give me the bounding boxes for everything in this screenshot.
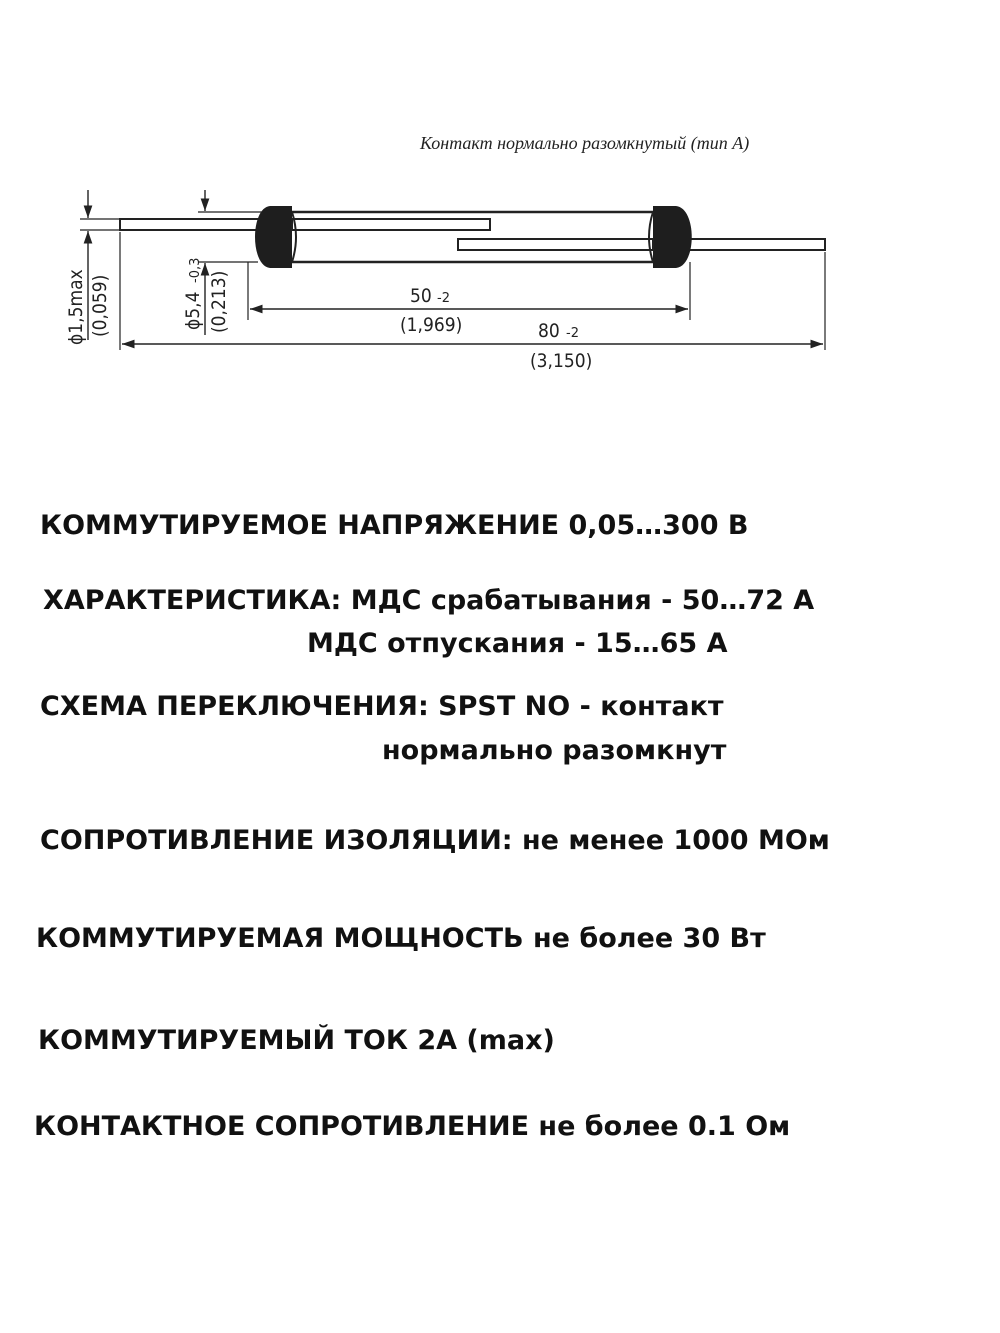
spec-current-value: 2А (max) <box>407 1025 555 1056</box>
spec-voltage-label: КОММУТИРУЕМОЕ НАПРЯЖЕНИЕ <box>40 510 560 541</box>
left-seal <box>255 206 292 268</box>
spec-power <box>36 923 766 954</box>
spec-current <box>38 1025 555 1056</box>
spec-voltage <box>40 510 748 541</box>
reed-switch-drawing <box>0 0 1000 400</box>
spec-power-label: КОММУТИРУЕМАЯ МОЩНОСТЬ <box>36 923 524 954</box>
spec-current-label: КОММУТИРУЕМЫЙ ТОК <box>38 1025 408 1056</box>
dim-body-value: ϕ5,4 <box>182 291 204 330</box>
spec-insulation <box>40 825 830 856</box>
right-seal <box>653 206 692 268</box>
dim-50-value: 50 <box>410 285 432 307</box>
dim-80-inch: (3,150) <box>530 350 593 372</box>
dim-80-value: 80 <box>538 320 560 342</box>
spec-insulation-label: СОПРОТИВЛЕНИЕ ИЗОЛЯЦИИ: <box>40 825 513 856</box>
spec-voltage-value: 0,05…300 В <box>559 510 749 541</box>
spec-power-value: не более 30 Вт <box>523 923 766 954</box>
spec-switch-scheme <box>40 691 724 722</box>
dim-80-tol: -2 <box>566 326 579 341</box>
dim-body-inch: (0,213) <box>208 270 230 333</box>
dim-lead-inch: (0,059) <box>89 274 111 337</box>
spec-switch-scheme-value: SPST NO - контакт <box>428 691 724 722</box>
dim-50-inch: (1,969) <box>400 314 463 336</box>
dim-lead-value: ϕ1,5max <box>65 269 87 345</box>
dim-50-tol: -2 <box>437 291 450 306</box>
spec-contact-resistance-label: КОНТАКТНОЕ СОПРОТИВЛЕНИЕ <box>34 1111 530 1142</box>
spec-characteristic-cont: МДС отпускания - 15…65 А <box>307 628 728 659</box>
spec-contact-resistance <box>34 1111 790 1142</box>
diagram-title: Контакт нормально разомкнутый (тип А) <box>420 133 750 153</box>
spec-switch-scheme-label: СХЕМА ПЕРЕКЛЮЧЕНИЯ: <box>40 691 429 722</box>
spec-characteristic-label: ХАРАКТЕРИСТИКА: <box>43 585 342 616</box>
spec-contact-resistance-value: не более 0.1 Ом <box>529 1111 791 1142</box>
spec-switch-scheme-cont: нормально разомкнут <box>382 735 727 766</box>
dim-body-tol: -0,3 <box>188 257 203 283</box>
spec-characteristic-value: МДС срабатывания - 50…72 А <box>341 585 815 616</box>
spec-insulation-value: не менее 1000 МОм <box>512 825 830 856</box>
spec-characteristic <box>43 585 814 616</box>
